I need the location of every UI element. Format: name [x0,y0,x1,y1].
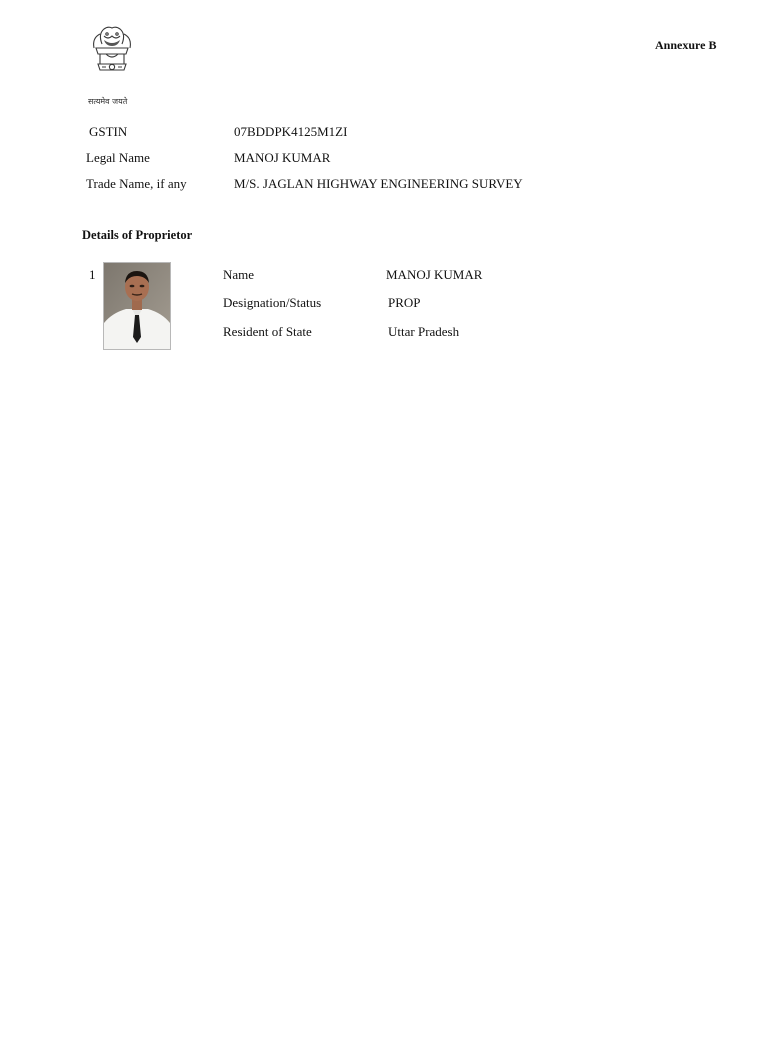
trade-name-value: M/S. JAGLAN HIGHWAY ENGINEERING SURVEY [234,176,523,191]
designation-value: PROP [388,295,421,310]
legal-name-value: MANOJ KUMAR [234,150,331,165]
national-emblem-icon [84,24,140,86]
proprietor-name-value: MANOJ KUMAR [386,267,483,282]
designation-label: Designation/Status [223,295,322,310]
entry-index: 1 [89,267,96,282]
gstin-label: GSTIN [89,124,128,139]
resident-state-value: Uttar Pradesh [388,324,460,339]
emblem-motto: सत्यमेव जयते [88,97,128,106]
trade-name-label: Trade Name, if any [86,176,187,191]
person-photo-icon [103,262,171,350]
proprietor-name-label: Name [223,267,255,282]
gstin-value: 07BDDPK4125M1ZI [234,124,348,139]
legal-name-label: Legal Name [86,150,150,165]
annexure-label: Annexure B [655,38,717,52]
resident-state-label: Resident of State [223,324,312,339]
section-heading: Details of Proprietor [82,228,193,242]
